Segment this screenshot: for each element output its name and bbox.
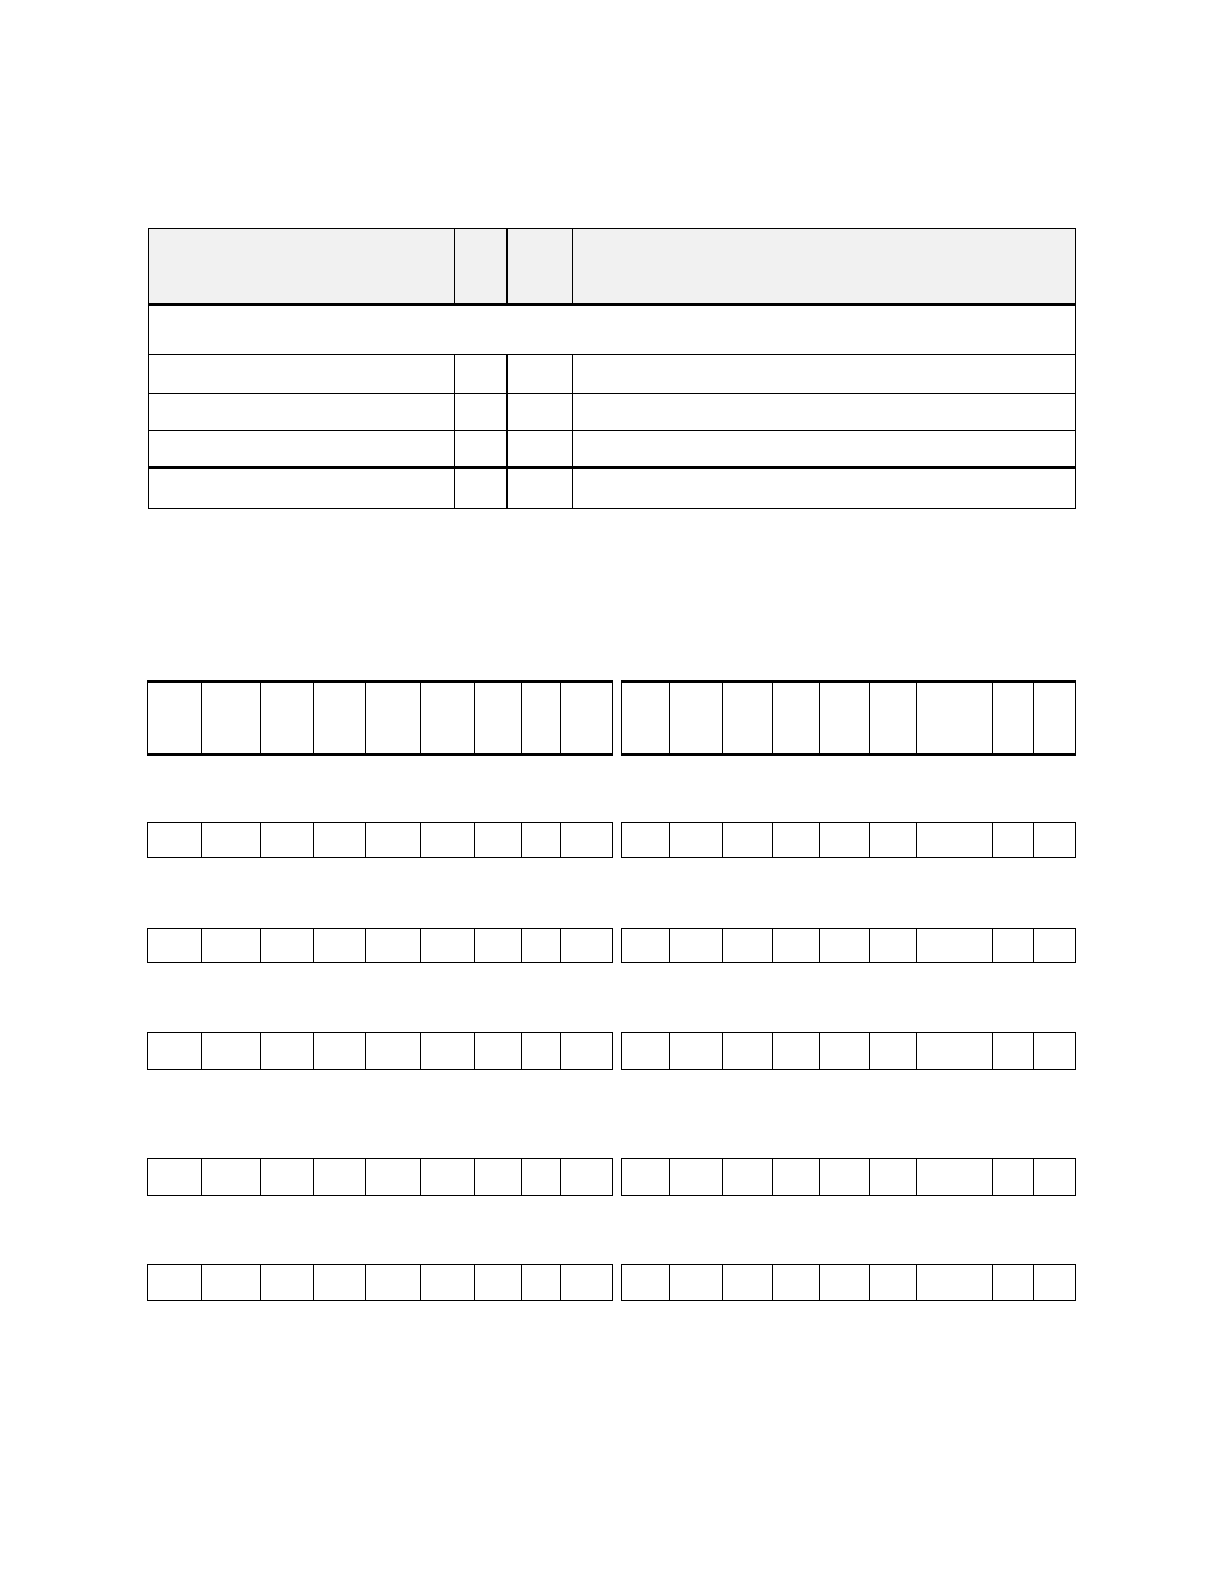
register-bit-cell <box>366 1265 421 1300</box>
register-bit-cell <box>870 1033 918 1069</box>
register-bit-cell <box>622 1033 670 1069</box>
register-bit-cell <box>993 929 1034 962</box>
register-bit-cell <box>202 683 261 753</box>
register-bit-cell <box>366 929 421 962</box>
register-row-2-right-group <box>621 822 1076 858</box>
register-bit-cell <box>366 1159 421 1195</box>
register-bit-cell <box>522 683 561 753</box>
register-bit-cell <box>773 823 820 857</box>
register-bit-cell <box>522 1033 561 1069</box>
register-bit-cell <box>475 1265 522 1300</box>
register-bit-cell <box>773 683 820 753</box>
table-row-body-2 <box>149 394 1075 431</box>
register-bit-cell <box>475 1159 522 1195</box>
table-body-cell <box>573 355 1075 393</box>
table-body-cell <box>455 431 508 466</box>
table-header-cell <box>573 229 1075 303</box>
register-bit-cell <box>522 1265 561 1300</box>
register-bit-cell <box>870 1265 918 1300</box>
register-bit-cell <box>820 823 870 857</box>
register-bit-cell <box>261 823 315 857</box>
table-body-cell <box>455 394 508 430</box>
register-bit-cell <box>993 1033 1034 1069</box>
register-bit-cell <box>314 1159 366 1195</box>
register-bit-cell <box>1034 1265 1075 1300</box>
table-body-cell <box>149 394 455 430</box>
table-body-cell <box>573 431 1075 466</box>
register-bit-cell <box>670 1159 723 1195</box>
register-bit-cell <box>993 1265 1034 1300</box>
register-bit-cell <box>561 1265 612 1300</box>
register-bit-cell <box>561 823 612 857</box>
register-bit-cell <box>917 1033 992 1069</box>
register-bit-cell <box>202 929 261 962</box>
register-bit-cell <box>522 929 561 962</box>
register-bit-cell <box>723 1033 773 1069</box>
table-body-cell <box>455 469 508 508</box>
register-row-6-right-group <box>621 1264 1076 1301</box>
register-bit-cell <box>723 823 773 857</box>
register-bit-cell <box>421 929 475 962</box>
register-bit-cell <box>723 1265 773 1300</box>
register-bit-cell <box>202 1265 261 1300</box>
register-bit-cell <box>723 929 773 962</box>
register-bit-cell <box>366 823 421 857</box>
register-bit-cell <box>993 683 1034 753</box>
register-bit-cell <box>670 683 723 753</box>
table-body-cell <box>573 469 1075 508</box>
register-bit-cell <box>773 929 820 962</box>
register-bit-cell <box>773 1033 820 1069</box>
register-bit-cell <box>622 1265 670 1300</box>
register-bit-cell <box>870 929 918 962</box>
register-row-4-right-group <box>621 1032 1076 1070</box>
register-row-3-left-group <box>147 928 613 963</box>
table-body-cell <box>508 431 574 466</box>
register-bit-cell <box>148 1159 202 1195</box>
register-bit-cell <box>421 1159 475 1195</box>
register-bit-cell <box>820 683 870 753</box>
register-bit-cell <box>148 1265 202 1300</box>
register-bit-cell <box>1034 1033 1075 1069</box>
register-bit-cell <box>421 1265 475 1300</box>
register-bit-cell <box>622 1159 670 1195</box>
register-bit-cell <box>917 823 992 857</box>
register-bit-cell <box>723 683 773 753</box>
register-bit-cell <box>261 1033 315 1069</box>
table-body-cell <box>508 469 574 508</box>
register-bit-cell <box>1034 823 1075 857</box>
register-bit-cell <box>723 1159 773 1195</box>
register-bit-cell <box>993 823 1034 857</box>
register-bit-cell <box>148 1033 202 1069</box>
register-bit-cell <box>261 1265 315 1300</box>
register-bit-cell <box>1034 683 1075 753</box>
register-bit-cell <box>561 683 612 753</box>
register-bit-cell <box>670 929 723 962</box>
register-bit-cell <box>314 1265 366 1300</box>
register-bit-cell <box>670 1265 723 1300</box>
register-bit-cell <box>261 929 315 962</box>
table-header-cell <box>508 229 574 303</box>
register-bit-cell <box>522 1159 561 1195</box>
table-header-cell <box>149 229 455 303</box>
register-bit-cell <box>421 1033 475 1069</box>
register-bit-cell <box>820 1033 870 1069</box>
register-bit-cell <box>917 1159 992 1195</box>
register-bit-cell <box>561 1033 612 1069</box>
table-header-cell <box>455 229 508 303</box>
register-bit-cell <box>917 929 992 962</box>
register-bit-cell <box>622 823 670 857</box>
register-bit-cell <box>202 1033 261 1069</box>
register-bit-cell <box>820 1159 870 1195</box>
table-row-body-4 <box>149 469 1075 508</box>
table-body-cell <box>455 355 508 393</box>
table-body-cell <box>508 394 574 430</box>
register-bit-cell <box>561 1159 612 1195</box>
register-row-5-left-group <box>147 1158 613 1196</box>
table-body-cell <box>149 355 455 393</box>
table-row-body-3 <box>149 431 1075 469</box>
register-bit-cell <box>773 1159 820 1195</box>
register-bit-cell <box>475 683 522 753</box>
register-bit-cell <box>475 1033 522 1069</box>
table-row-body-1 <box>149 355 1075 394</box>
register-bit-cell <box>870 823 918 857</box>
register-bit-cell <box>622 683 670 753</box>
register-bit-cell <box>622 929 670 962</box>
register-bit-cell <box>148 823 202 857</box>
table-body-cell <box>508 355 574 393</box>
table-body-cell <box>573 394 1075 430</box>
register-bit-cell <box>1034 929 1075 962</box>
register-bit-cell <box>366 1033 421 1069</box>
register-bit-cell <box>475 823 522 857</box>
register-row-1-right-group <box>621 680 1076 756</box>
register-bit-cell <box>421 823 475 857</box>
register-bit-cell <box>670 1033 723 1069</box>
register-bit-cell <box>148 929 202 962</box>
table-row-merged <box>149 306 1075 355</box>
register-bit-cell <box>870 1159 918 1195</box>
register-bit-cell <box>202 823 261 857</box>
register-bit-cell <box>366 683 421 753</box>
register-bit-cell <box>820 929 870 962</box>
register-bit-cell <box>261 1159 315 1195</box>
register-bit-cell <box>870 683 918 753</box>
register-bit-cell <box>314 823 366 857</box>
table-row-header <box>149 229 1075 306</box>
register-row-1-left-group <box>147 680 613 756</box>
register-row-2-left-group <box>147 822 613 858</box>
register-bit-cell <box>773 1265 820 1300</box>
register-bit-cell <box>421 683 475 753</box>
register-row-3-right-group <box>621 928 1076 963</box>
register-bit-cell <box>670 823 723 857</box>
register-bit-cell <box>202 1159 261 1195</box>
register-bit-cell <box>820 1265 870 1300</box>
register-bit-cell <box>314 929 366 962</box>
register-bit-cell <box>993 1159 1034 1195</box>
register-bit-cell <box>314 683 366 753</box>
register-bit-cell <box>917 1265 992 1300</box>
register-row-4-left-group <box>147 1032 613 1070</box>
register-bit-cell <box>148 683 202 753</box>
register-bit-cell <box>561 929 612 962</box>
register-field-description-table <box>148 228 1076 509</box>
table-body-cell <box>149 431 455 466</box>
register-bit-cell <box>475 929 522 962</box>
register-bit-cell <box>1034 1159 1075 1195</box>
register-bit-cell <box>261 683 315 753</box>
register-bit-cell <box>917 683 992 753</box>
register-row-6-left-group <box>147 1264 613 1301</box>
table-body-cell <box>149 469 455 508</box>
register-bit-cell <box>522 823 561 857</box>
register-row-5-right-group <box>621 1158 1076 1196</box>
register-bit-cell <box>314 1033 366 1069</box>
